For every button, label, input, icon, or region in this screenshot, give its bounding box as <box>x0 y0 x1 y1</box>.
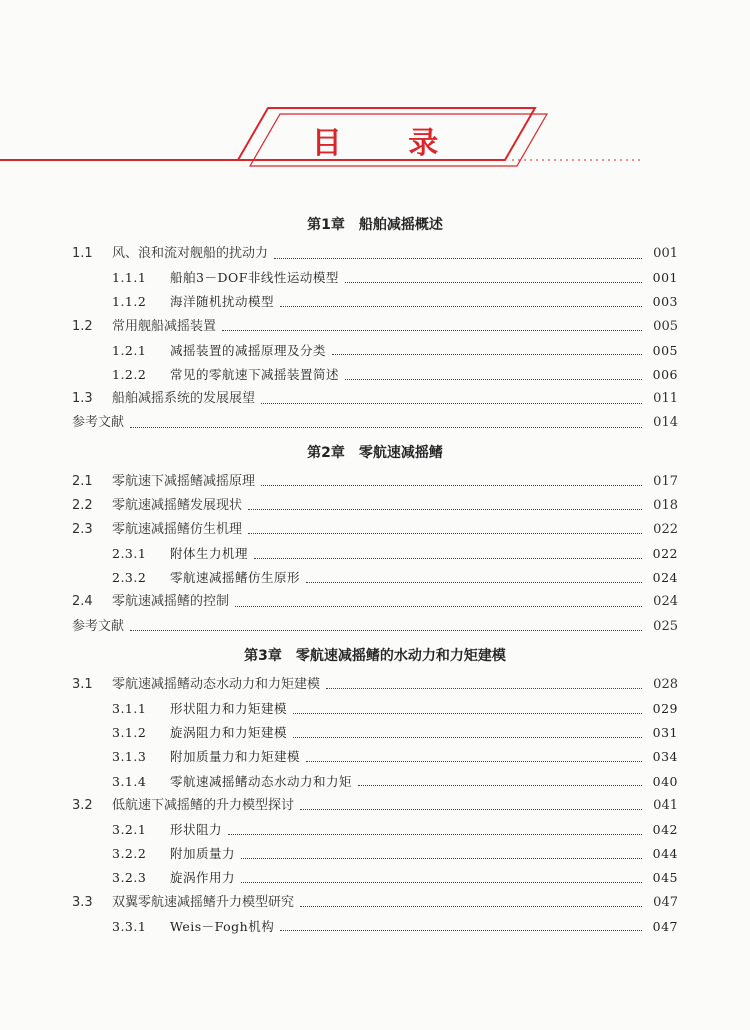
dot-leader <box>345 379 642 380</box>
toc-entry[interactable] <box>72 363 678 387</box>
entry-title: 参考文献 <box>72 415 125 431</box>
entry-title: 零航速减摇鳍发展现状 <box>112 497 243 513</box>
entry-title: 常用舰船减摇装置 <box>112 318 217 334</box>
dot-leader <box>248 509 642 510</box>
entry-title: 海洋随机扰动模型 <box>170 294 275 310</box>
page-number: 031 <box>652 725 678 741</box>
entry-title: 双翼零航速减摇鳍升力模型研究 <box>112 894 295 910</box>
page-number: 005 <box>652 342 678 358</box>
page-number: 001 <box>652 270 678 286</box>
entry-title: 低航速下减摇鳍的升力模型探讨 <box>112 797 295 813</box>
page-number: 034 <box>652 749 678 765</box>
entry-title: 零航速减摇鳍仿生原形 <box>170 570 301 586</box>
dot-leader <box>293 737 642 738</box>
entry-title: 参考文献 <box>72 618 125 634</box>
section-number: 1.1.2 <box>112 294 147 310</box>
section-number: 2.4 <box>72 594 93 610</box>
toc-entry[interactable] <box>72 242 678 266</box>
toc-entry[interactable] <box>72 315 678 339</box>
page-number: 047 <box>653 894 678 910</box>
toc-entry[interactable] <box>72 697 678 721</box>
entry-title: 零航速减摇鳍的控制 <box>112 594 230 610</box>
toc-entry[interactable] <box>72 494 678 518</box>
toc-entry[interactable] <box>72 339 678 363</box>
entry-title: 风、浪和流对舰船的扰动力 <box>112 246 269 261</box>
section-number: 3.1.4 <box>112 773 147 789</box>
entry-title: 船舶减摇系统的发展展望 <box>112 391 256 407</box>
page-number: 024 <box>652 570 678 586</box>
section-number: 2.3.2 <box>112 570 147 586</box>
toc-entry[interactable] <box>72 866 678 890</box>
entry-title: 常见的零航速下减摇装置简述 <box>170 366 340 382</box>
toc-entry[interactable] <box>72 818 678 842</box>
entry-title: 减摇装置的减摇原理及分类 <box>170 342 327 358</box>
page-number: 045 <box>652 870 678 886</box>
chapter-number: 第3章 <box>244 647 282 664</box>
toc-entry[interactable] <box>72 266 678 290</box>
dot-leader <box>261 403 642 404</box>
page-number: 005 <box>653 318 678 334</box>
toc-entry[interactable] <box>72 615 678 639</box>
dot-leader <box>345 282 642 283</box>
dot-leader <box>248 533 642 534</box>
page-number: 017 <box>653 473 678 489</box>
dot-leader <box>300 906 642 907</box>
toc-entry[interactable] <box>72 673 678 697</box>
dot-leader <box>228 834 642 835</box>
toc-entry[interactable] <box>72 891 678 915</box>
section-number: 1.1.1 <box>112 270 147 286</box>
section-number: 3.1.1 <box>112 701 147 716</box>
dot-leader <box>300 809 642 810</box>
toc-entry[interactable] <box>72 794 678 818</box>
chapter-heading <box>72 436 678 470</box>
dot-leader <box>130 427 642 428</box>
page-number: 025 <box>653 618 678 634</box>
entry-title: 零航速下减摇鳍减摇原理 <box>112 473 256 489</box>
page-number: 047 <box>652 918 678 934</box>
page-number: 040 <box>652 773 678 789</box>
toc-entry[interactable] <box>72 566 678 590</box>
page-number: 042 <box>652 821 678 837</box>
section-number: 1.1 <box>72 246 93 261</box>
chapter-number: 第2章 <box>307 444 345 461</box>
dot-leader <box>326 688 642 689</box>
entry-title: 旋涡作用力 <box>170 870 236 886</box>
dot-leader <box>274 258 642 259</box>
dot-leader <box>280 930 642 931</box>
dot-leader <box>306 582 642 583</box>
toc-entry[interactable] <box>72 470 678 494</box>
dot-leader <box>241 858 642 859</box>
dot-leader <box>280 306 642 307</box>
page-number: 014 <box>653 415 678 431</box>
page-number: 022 <box>653 521 678 537</box>
section-number: 2.3.1 <box>112 546 147 562</box>
section-number: 1.3 <box>72 391 93 407</box>
page-number: 018 <box>653 497 678 513</box>
dot-leader <box>241 882 642 883</box>
section-number: 3.1.2 <box>112 725 147 741</box>
toc-entry[interactable] <box>72 770 678 794</box>
chapter-heading <box>72 208 678 242</box>
toc-entry[interactable] <box>72 721 678 745</box>
toc-entry[interactable] <box>72 387 678 411</box>
section-number: 3.2.3 <box>112 870 147 886</box>
chapter-title: 船舶减摇概述 <box>358 217 443 233</box>
page-number: 024 <box>653 594 678 610</box>
section-number: 1.2 <box>72 318 93 334</box>
page-number: 041 <box>653 797 678 813</box>
entry-title: 附体生力机理 <box>170 546 249 562</box>
entry-title: Weis－Fogh机构 <box>170 918 275 934</box>
section-number: 3.3 <box>72 894 93 910</box>
entry-title: 形状阻力和力矩建模 <box>170 701 288 716</box>
page-number: 011 <box>653 391 678 407</box>
entry-title: 船舶3－DOF非线性运动模型 <box>170 270 339 286</box>
section-number: 2.1 <box>72 473 93 489</box>
toc-entry[interactable] <box>72 518 678 542</box>
page-number: 029 <box>652 701 678 716</box>
chapter-title: 零航速减摇鳍的水动力和力矩建模 <box>295 647 506 664</box>
page-number: 028 <box>653 676 678 692</box>
page-number: 022 <box>652 546 678 562</box>
dot-leader <box>222 330 642 331</box>
dot-leader <box>306 761 642 762</box>
toc-entry[interactable] <box>72 590 678 614</box>
section-number: 3.1 <box>72 676 93 692</box>
section-number: 2.2 <box>72 497 93 513</box>
table-of-contents <box>72 208 678 939</box>
page-number: 006 <box>652 366 678 382</box>
dot-leader <box>130 630 642 631</box>
toc-entry[interactable] <box>72 842 678 866</box>
toc-entry[interactable] <box>72 411 678 435</box>
chapter-title: 零航速减摇鳍 <box>358 444 443 461</box>
section-number: 3.3.1 <box>112 918 147 934</box>
section-number: 2.3 <box>72 521 93 537</box>
toc-entry[interactable] <box>72 290 678 314</box>
page-number: 003 <box>652 294 678 310</box>
dot-leader <box>261 485 642 486</box>
dot-leader <box>358 785 642 786</box>
entry-title: 附加质量力和力矩建模 <box>170 749 301 765</box>
entry-title: 附加质量力 <box>170 846 236 862</box>
entry-title: 零航速减摇鳍动态水动力和力矩建模 <box>112 676 321 692</box>
section-number: 3.1.3 <box>112 749 147 765</box>
section-number: 3.2.2 <box>112 846 147 862</box>
toc-entry[interactable] <box>72 542 678 566</box>
chapter-number: 第1章 <box>307 217 345 233</box>
toc-entry[interactable] <box>72 745 678 769</box>
entry-title: 形状阻力 <box>170 821 223 837</box>
dot-leader <box>332 354 642 355</box>
page-title: 目 录 <box>311 126 467 161</box>
entry-title: 旋涡阻力和力矩建模 <box>170 725 288 741</box>
chapter-heading <box>72 639 678 673</box>
dot-leader <box>235 606 642 607</box>
section-number: 3.2 <box>72 797 93 813</box>
dot-leader <box>254 558 642 559</box>
page-number: 001 <box>653 246 678 261</box>
section-number: 1.2.2 <box>112 366 147 382</box>
section-number: 1.2.1 <box>112 342 147 358</box>
section-number: 3.2.1 <box>112 821 147 837</box>
dot-leader <box>293 713 642 714</box>
toc-entry[interactable] <box>72 915 678 939</box>
page-number: 044 <box>652 846 678 862</box>
entry-title: 零航速减摇鳍动态水动力和力矩 <box>170 773 353 789</box>
entry-title: 零航速减摇鳍仿生机理 <box>112 521 243 537</box>
